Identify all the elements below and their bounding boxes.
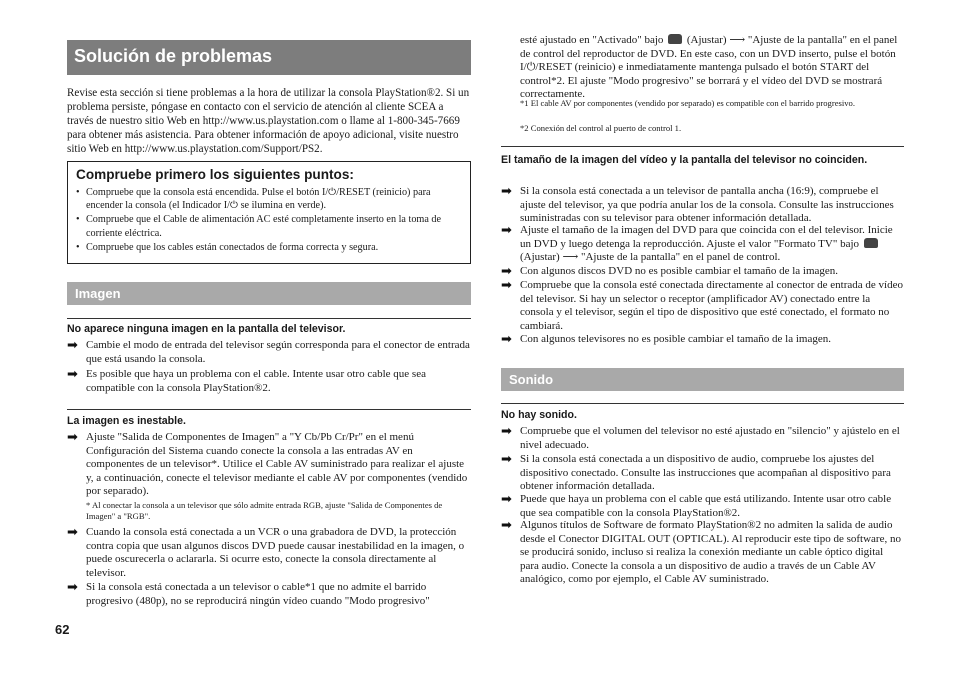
- toolbox-icon: [864, 238, 878, 248]
- check-item: • Compruebe que la consola está encendida. Pulse el botón I/⏻/RESET (reinicio) para encender la consola (el Indicador I/⏻ se ilumina en verde).: [76, 186, 462, 212]
- question-heading: El tamaño de la imagen del vídeo y la pantalla del televisor no coinciden.: [501, 154, 868, 166]
- section-sonido: Sonido: [501, 368, 904, 391]
- answer-item: ➡ Es posible que haya un problema con el cable. Intente usar otro cable que sea compatible con la consola PlayStation®2.: [67, 367, 426, 394]
- arrow-right-icon: ➡: [501, 452, 512, 467]
- divider: [501, 403, 904, 404]
- arrow-right-icon: ➡: [501, 424, 512, 439]
- arrow-right-icon: ➡: [67, 525, 78, 540]
- footnote: * Al conectar la consola a un televisor que sólo admite entrada RGB, ajuste "Salida de Componentes de Imagen" a "RGB".: [86, 500, 443, 522]
- answer-item: ➡ Cuando la consola está conectada a un VCR o una grabadora de DVD, la protección contra copia que usan algunos discos DVD puede causar inestabilidad en la imagen, o puede oscurecerla o aclararla. Si ocurre esto, conecte la consola directamente al televisor.: [67, 525, 465, 579]
- answer-item: ➡ Puede que haya un problema con el cable que está utilizando. Intente usar otro cable que sea compatible con la consola PlayStation®2.: [501, 492, 892, 519]
- arrow-right-icon: ➡: [501, 492, 512, 507]
- answer-item: ➡ Ajuste "Salida de Componentes de Imagen" a "Y Cb/Pb Cr/Pr" en el menú Configuración del Sistema cuando conecte la consola a las entradas AV en componentes de un televisor*. Utilice el Cable AV suministrado para realizar el ajuste y, a continuación, conecte el televisor mediante el cable AV por componentes (vendido por separado).: [67, 430, 468, 498]
- answer-item: ➡ Algunos títulos de Software de formato PlayStation®2 no admiten la salida de audio desde el Conector DIGITAL OUT (OPTICAL). Al reproducir este tipo de software, no se producirá sonido, incluso si realiza la conexión mediante un cable óptico digital para audio. Conecte la consola a un dispositivo de audio a través de un Cable AV analógico, como por ejemplo, el Cable AV suministrado.: [501, 518, 901, 586]
- check-item: • Compruebe que el Cable de alimentación AC esté completamente inserto en la toma de corriente eléctrica.: [76, 213, 462, 239]
- arrow-right-icon: ➡: [501, 332, 512, 347]
- toolbox-icon: [668, 34, 682, 44]
- answer-item: ➡ Compruebe que el volumen del televisor no esté ajustado en "silencio" y ajústelo en el nivel adecuado.: [501, 424, 900, 451]
- question-heading: No aparece ninguna imagen en la pantalla del televisor.: [67, 323, 346, 335]
- answer-item: ➡ Cambie el modo de entrada del televisor según corresponda para el conector de entrada que está usando la consola.: [67, 338, 470, 365]
- divider: [67, 409, 471, 410]
- answer-item: ➡ Compruebe que la consola esté conectada directamente al conector de entrada de vídeo del televisor. Si hay un selector o receptor (amplificador AV) conectado entre la consola y el televisor, según el tipo de dispositivo que esté conectado, el formato no cambiará.: [501, 278, 903, 332]
- arrow-right-icon: ➡: [501, 278, 512, 293]
- answer-item: ➡ Con algunos discos DVD no es posible cambiar el tamaño de la imagen.: [501, 264, 839, 279]
- answer-item: ➡ Si la consola está conectada a un televisor de pantalla ancha (16:9), compruebe el ajuste del televisor, ya que podría anular los de la consola. Consulte las instrucciones suministradas con su televisor para obtener información detallada.: [501, 184, 894, 225]
- answer-item: ➡ Ajuste el tamaño de la imagen del DVD para que coincida con el del televisor. Inicie un DVD y luego detenga la reproducción. Ajuste el valor "Formato TV" bajo (Ajustar) ⟶ "Ajuste de la pantalla" en el panel de control.: [501, 223, 893, 264]
- footnote: *1 El cable AV por componentes (vendido por separado) es compatible con el barrido progresivo.: [520, 98, 855, 108]
- check-first-box: [67, 161, 471, 264]
- intro-paragraph: Revise esta sección si tiene problemas a la hora de utilizar la consola PlayStation®2. Si un problema persiste, póngase en contacto con el servicio de atención al cliente SCEA a través de nuestro sitio Web en http://www.us.playstation.com o llame al 1-800-345-7669 para obtener más asistencia. Para obtener información de apoyo adicional, visite nuestro sitio Web en http://www.us.playstation.com/Support/PS2.: [67, 87, 470, 155]
- check-first-list: [76, 186, 462, 254]
- arrow-right-icon: ➡: [67, 430, 78, 445]
- footnote: *2 Conexión del control al puerto de control 1.: [520, 123, 682, 133]
- continued-text: esté ajustado en "Activado" bajo (Ajustar) ⟶ "Ajuste de la pantalla" en el panel de control del reproductor de DVD. En este caso, con un DVD inserto, pulse el botón I/⏻/RESET (reinicio) e inmediatamente mantenga pulsado el botón START del control*2. El ajuste "Modo progresivo" se borrará y el vídeo del DVD se mostrará correctamente.: [520, 34, 898, 101]
- answer-item: ➡ Si la consola está conectada a un dispositivo de audio, compruebe los ajustes del dispositivo conectado. Consulte las instrucciones que acompañan al dispositivo para obtener información detallada.: [501, 452, 891, 493]
- page-title: Solución de problemas: [67, 40, 471, 75]
- check-first-title: Compruebe primero los siguientes puntos:: [76, 167, 354, 182]
- answer-item: ➡ Con algunos televisores no es posible cambiar el tamaño de la imagen.: [501, 332, 831, 347]
- arrow-right-icon: ➡: [501, 518, 512, 533]
- answer-item: ➡ Si la consola está conectada a un televisor o cable*1 que no admite el barrido progresivo (480p), no se reproducirá ningún vídeo cuando "Modo progresivo": [67, 580, 430, 607]
- arrow-right-icon: ➡: [67, 338, 78, 353]
- question-heading: No hay sonido.: [501, 409, 577, 421]
- arrow-right-icon: ➡: [501, 264, 512, 279]
- divider: [67, 318, 471, 319]
- question-heading: La imagen es inestable.: [67, 415, 186, 427]
- section-imagen: Imagen: [67, 282, 471, 305]
- arrow-right-icon: ➡: [67, 580, 78, 595]
- arrow-right-icon: ➡: [501, 184, 512, 199]
- divider: [501, 146, 904, 147]
- arrow-right-icon: ➡: [67, 367, 78, 382]
- check-item: • Compruebe que los cables están conectados de forma correcta y segura.: [76, 241, 462, 254]
- page-number: 62: [55, 622, 70, 637]
- arrow-right-icon: ➡: [501, 223, 512, 238]
